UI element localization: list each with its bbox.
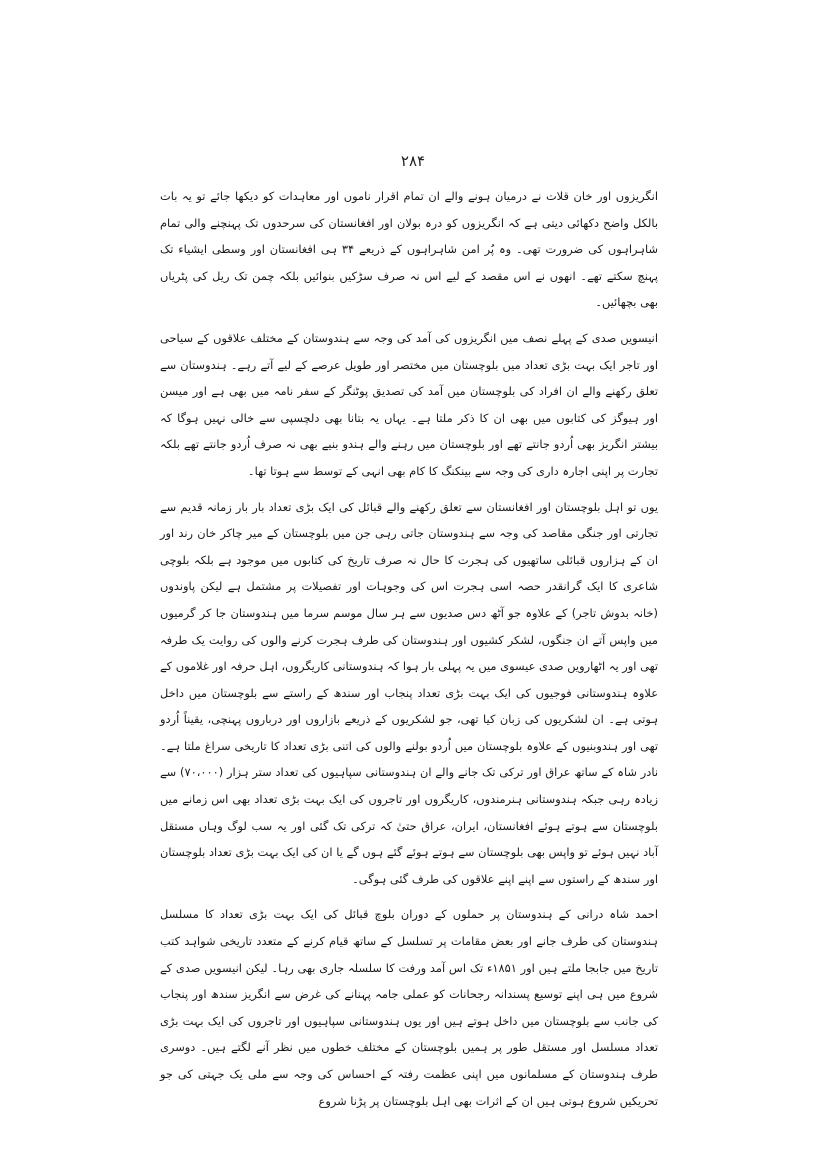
body-text	[160, 183, 658, 1114]
paragraph-3: یوں تو اہل بلوچستان اور افغانستان سے تعلق رکھنے والے قبائل کی ایک بڑی تعداد بار بار زمانہ قدیم سے تجارتی اور جنگی مقاصد کی وجہ سے ہندوستان جاتی رہی جن میں بلوچستان کے میر چاکر خان رند اور ان کے ہزاروں قبائلی ساتھیوں کی ہجرت کا حال نہ صرف تاریخ کی کتابوں میں موجود ہے بلکہ بلوچی شاعری کا ایک گرانقدر حصہ اسی ہجرت اس کی وجوہات اور تفصیلات پر مشتمل ہے لیکن پاوندوں (خانہ بدوش تاجر) کے علاوہ جو آٹھ دس صدیوں سے ہر سال موسم سرما میں ہندوستان جا کر گرمیوں میں واپس آتے ان جنگوں، لشکر کشیوں اور ہندوستان کی طرف ہجرت کرنے والوں کی روایت یک طرفہ تھی اور یہ اٹھارویں صدی عیسوی میں یہ پہلی بار ہوا کہ ہندوستانی کاریگروں، اہل حرفہ اور غلاموں کے علاوہ ہندوستانی فوجیوں کی ایک بہت بڑی تعداد پنجاب اور سندھ کے راستے سے بلوچستان میں داخل ہوتی ہے۔ ان لشکریوں کی زبان کیا تھی، جو لشکریوں کے ذریعے بازاروں اور درباروں پہنچی، یقیناً اُردو تھی اور ہندوبنیوں کے علاوہ بلوچستان میں اُردو بولنے والوں کی اتنی بڑی تعداد کا تاریخی سراغ ملتا ہے۔ نادر شاہ کے ساتھ عراق اور ترکی تک جانے والے ان ہندوستانی سپاہیوں کی تعداد ستر ہزار (۷۰،۰۰۰) سے زیادہ رہی جبکہ ہندوستانی ہنرمندوں، کاریگروں اور تاجروں کی ایک بہت بڑی تعداد بھی اس زمانے میں بلوچستان سے ہوتے ہوئے افغانستان، ایران، عراق حتیٰ کہ ترکی تک گئی اور یہ سب لوگ وہاں مستقل آباد نہیں ہوئے تو واپس بھی بلوچستان سے ہوتے ہوئے گئے ہوں گے یا ان کی ایک بہت بڑی تعداد بلوچستان اور سندھ کے راستوں سے اپنے اپنے علاقوں کی طرف گئی ہوگی۔	[160, 499, 658, 886]
paragraph-2: انیسویں صدی کے پہلے نصف میں انگریزوں کی آمد کی وجہ سے ہندوستان کے مختلف علاقوں کے سیاحی اور تاجر ایک بہت بڑی تعداد میں بلوچستان میں مختصر اور طویل عرصے کے لیے آتے رہے۔ ہندوستان سے تعلق رکھنے والے ان افراد کی بلوچستان میں آمد کی تصدیق پوٹنگر کے سفر نامہ میں بھی ہے اور میسن اور ہیوگز کی کتابوں میں بھی ان کا ذکر ملتا ہے۔ یہاں یہ بتانا بھی دلچسپی سے خالی نہیں ہوگا کہ بیشتر انگریز بھی اُردو جانتے تھے اور بلوچستان میں رہنے والے ہندو بنیے بھی نہ صرف اُردو جانتے تھے بلکہ تجارت پر اپنی اجارہ داری کی وجہ سے بینکنگ کا کام بھی انہی کے توسط سے ہوتا تھا۔	[160, 330, 658, 478]
page-number: ۲۸۴	[400, 152, 426, 170]
paragraph-1: انگریزوں اور خان قلات نے درمیان ہونے والے ان تمام اقرار ناموں اور معاہدات کو دیکھا جائے تو یہ بات بالکل واضح دکھائی دیتی ہے کہ انگریزوں کو درہ بولان اور افغانستان کی سرحدوں تک پہنچنے والی تمام شاہراہوں کی ضرورت تھی۔ وہ پُر امن شاہراہوں کے ذریعے ۳۴ ہی افغانستان اور وسطی ایشیاء تک پہنچ سکتے تھے۔ انھوں نے اس مقصد کے لیے اس نہ صرف سڑکیں بنوائیں بلکہ چمن تک ریل کی پٹریاں بھی بچھائیں۔	[160, 189, 658, 310]
paragraph-4: احمد شاہ درانی کے ہندوستان پر حملوں کے دوران بلوچ قبائل کی ایک بہت بڑی تعداد کا مسلسل ہندوستان کی طرف جانے اور بعض مقامات پر تسلسل کے ساتھ قیام کرنے کے متعدد تاریخی شواہد کتب تاریخ میں جابجا ملتے ہیں اور ۱۸۵۱ء تک اس آمد ورفت کا سلسلہ جاری بھی رہا۔ لیکن انیسویں صدی کے شروع میں ہی اپنے توسیع پسندانہ رجحانات کو عملی جامہ پہنانے کی غرض سے انگریز سندھ اور پنجاب کی جانب سے بلوچستان میں داخل ہوتے ہیں اور یوں ہندوستانی سپاہیوں اور تاجروں کی ایک بہت بڑی تعداد مسلسل اور مستقل طور پر ہمیں بلوچستان کے مختلف خطوں میں نظر آنے لگتے ہیں۔ دوسری طرف ہندوستان کے مسلمانوں میں اپنی عظمت رفتہ کے احساس کی وجہ سے ملی یک جہتی کی جو تحریکیں شروع ہوتی ہیں ان کے اثرات بھی اہل بلوچستان پر پڑنا شروع	[160, 907, 658, 1108]
